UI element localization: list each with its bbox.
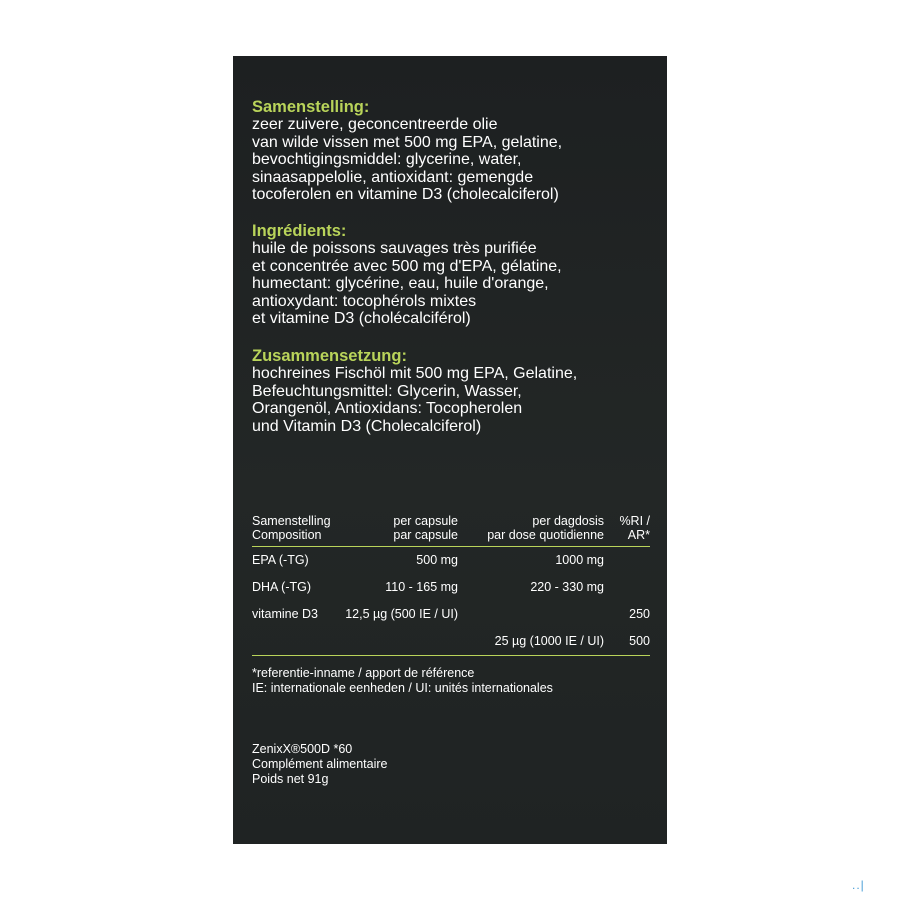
table-header xyxy=(252,512,650,547)
product-info xyxy=(252,742,387,787)
section-line: und Vitamin D3 (Cholecalciferol) xyxy=(252,417,482,435)
section-line: sinaasappelolie, antioxidant: gemengde xyxy=(252,168,534,186)
section-german xyxy=(252,347,652,435)
cell-per-capsule: 12,5 µg (500 IE / UI) xyxy=(345,607,458,621)
section-heading: Zusammensetzung: xyxy=(252,347,407,365)
section-french xyxy=(252,222,652,328)
header-line: per dagdosis xyxy=(532,514,604,528)
header-per-day xyxy=(487,514,604,542)
nutrition-table xyxy=(252,512,650,656)
table-row xyxy=(252,574,650,601)
header-line: Composition xyxy=(252,528,322,542)
header-line: AR* xyxy=(627,528,650,542)
section-line: Orangenöl, Antioxidans: Tocopherolen xyxy=(252,400,523,418)
header-per-capsule xyxy=(393,514,458,542)
header-composition xyxy=(252,514,331,542)
section-line: van wilde vissen met 500 mg EPA, gelatine, xyxy=(252,133,563,151)
cell-per-capsule: 110 - 165 mg xyxy=(385,580,458,594)
section-line: antioxydant: tocophérols mixtes xyxy=(252,292,477,310)
section-line: hochreines Fischöl mit 500 mg EPA, Gelatine, xyxy=(252,365,578,382)
cell-ri: 500 xyxy=(629,634,650,648)
cell-per-day: 25 µg (1000 IE / UI) xyxy=(494,634,604,648)
section-heading: Ingrédients: xyxy=(252,222,347,240)
cell-name: EPA (-TG) xyxy=(252,553,309,567)
label-panel xyxy=(233,56,667,844)
header-line: par dose quotidienne xyxy=(487,528,604,542)
section-line: zeer zuivere, geconcentreerde olie xyxy=(252,116,498,133)
corner-mark: ..| xyxy=(852,878,865,892)
section-line: et concentrée avec 500 mg d'EPA, gélatine, xyxy=(252,257,562,275)
section-line: tocoferolen en vitamine D3 (cholecalciferol) xyxy=(252,186,559,204)
footnote: IE: internationale eenheden / UI: unités internationales xyxy=(252,680,553,695)
section-line: et vitamine D3 (cholécalciférol) xyxy=(252,310,471,328)
header-line: %RI / xyxy=(619,514,650,528)
footnote: *referentie-inname / apport de référence xyxy=(252,666,475,680)
product-name: ZenixX®500D *60 xyxy=(252,742,353,756)
section-line: huile de poissons sauvages très purifiée xyxy=(252,240,537,257)
table-row xyxy=(252,628,650,656)
table-row xyxy=(252,601,650,628)
section-heading: Samenstelling: xyxy=(252,98,370,116)
section-line: Befeuchtungsmittel: Glycerin, Wasser, xyxy=(252,382,522,400)
cell-name: DHA (-TG) xyxy=(252,580,312,594)
header-line: Samenstelling xyxy=(252,514,331,528)
cell-ri: 250 xyxy=(629,607,650,621)
header-line: par capsule xyxy=(393,528,458,542)
header-ri xyxy=(619,514,650,542)
section-dutch xyxy=(252,98,652,204)
cell-per-day: 1000 mg xyxy=(555,553,604,567)
cell-name: vitamine D3 xyxy=(252,607,318,621)
table-row xyxy=(252,547,650,574)
product-type: Complément alimentaire xyxy=(252,757,388,771)
net-weight: Poids net 91g xyxy=(252,772,329,786)
cell-per-capsule: 500 mg xyxy=(416,553,458,567)
header-line: per capsule xyxy=(393,514,458,528)
cell-per-day: 220 - 330 mg xyxy=(530,580,604,594)
footnotes xyxy=(252,666,553,695)
section-line: bevochtigingsmiddel: glycerine, water, xyxy=(252,151,522,169)
section-line: humectant: glycérine, eau, huile d'orange, xyxy=(252,275,549,293)
